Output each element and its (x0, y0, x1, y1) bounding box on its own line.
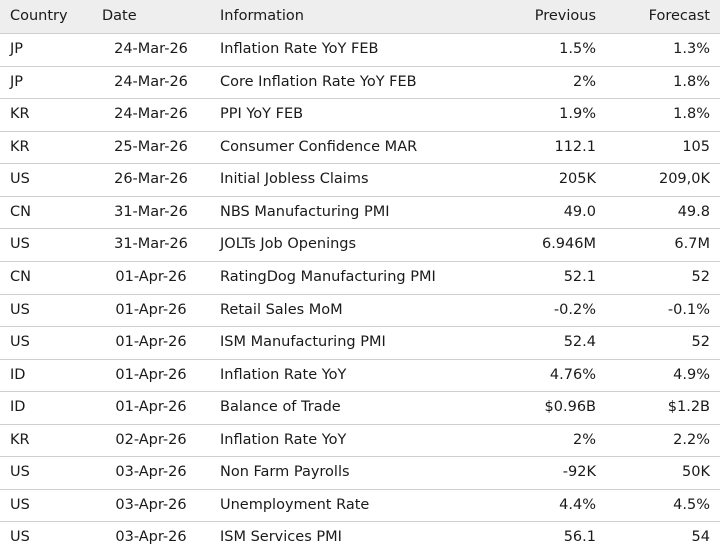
cell-country: JP (0, 66, 92, 99)
cell-information: ISM Services PMI (210, 522, 490, 554)
cell-country: ID (0, 359, 92, 392)
table-row[interactable] (0, 261, 720, 294)
cell-forecast: 105 (606, 131, 720, 164)
cell-date: 25-Mar-26 (92, 131, 210, 164)
cell-previous: 52.4 (490, 327, 606, 360)
cell-information: Initial Jobless Claims (210, 164, 490, 197)
cell-previous: -0.2% (490, 294, 606, 327)
cell-country: KR (0, 131, 92, 164)
cell-previous: 1.5% (490, 34, 606, 67)
cell-information: PPI YoY FEB (210, 99, 490, 132)
table-row[interactable] (0, 327, 720, 360)
column-header-country: Country (0, 0, 92, 34)
cell-information: NBS Manufacturing PMI (210, 196, 490, 229)
cell-date: 03-Apr-26 (92, 522, 210, 554)
cell-date: 26-Mar-26 (92, 164, 210, 197)
cell-information: Non Farm Payrolls (210, 457, 490, 490)
cell-forecast: 49.8 (606, 196, 720, 229)
table-row[interactable] (0, 164, 720, 197)
cell-date: 01-Apr-26 (92, 392, 210, 425)
cell-previous: 6.946M (490, 229, 606, 262)
cell-previous: -92K (490, 457, 606, 490)
table-row[interactable] (0, 34, 720, 67)
table-row[interactable] (0, 196, 720, 229)
cell-forecast: 2.2% (606, 424, 720, 457)
cell-date: 31-Mar-26 (92, 229, 210, 262)
cell-previous: $0.96B (490, 392, 606, 425)
cell-forecast: 4.5% (606, 489, 720, 522)
cell-information: JOLTs Job Openings (210, 229, 490, 262)
cell-date: 03-Apr-26 (92, 457, 210, 490)
cell-previous: 112.1 (490, 131, 606, 164)
cell-forecast: 52 (606, 261, 720, 294)
cell-date: 03-Apr-26 (92, 489, 210, 522)
cell-forecast: 1.8% (606, 66, 720, 99)
column-header-previous: Previous (490, 0, 606, 34)
cell-date: 01-Apr-26 (92, 359, 210, 392)
cell-information: ISM Manufacturing PMI (210, 327, 490, 360)
cell-date: 02-Apr-26 (92, 424, 210, 457)
cell-information: Retail Sales MoM (210, 294, 490, 327)
cell-date: 01-Apr-26 (92, 261, 210, 294)
cell-country: JP (0, 34, 92, 67)
table-row[interactable] (0, 489, 720, 522)
cell-country: US (0, 327, 92, 360)
table-row[interactable] (0, 229, 720, 262)
cell-information: Inflation Rate YoY (210, 424, 490, 457)
cell-forecast: 1.3% (606, 34, 720, 67)
cell-country: KR (0, 99, 92, 132)
cell-forecast: 52 (606, 327, 720, 360)
table-body (0, 34, 720, 554)
cell-forecast: 209,0K (606, 164, 720, 197)
cell-country: US (0, 489, 92, 522)
table-row[interactable] (0, 457, 720, 490)
cell-country: KR (0, 424, 92, 457)
table-row[interactable] (0, 392, 720, 425)
cell-country: US (0, 164, 92, 197)
cell-date: 01-Apr-26 (92, 294, 210, 327)
cell-forecast: $1.2B (606, 392, 720, 425)
cell-country: US (0, 522, 92, 554)
cell-previous: 2% (490, 424, 606, 457)
cell-previous: 2% (490, 66, 606, 99)
cell-date: 31-Mar-26 (92, 196, 210, 229)
table-row[interactable] (0, 294, 720, 327)
cell-previous: 4.4% (490, 489, 606, 522)
table-header-row (0, 0, 720, 34)
table-row[interactable] (0, 359, 720, 392)
column-header-date: Date (92, 0, 210, 34)
cell-date: 24-Mar-26 (92, 66, 210, 99)
cell-information: Inflation Rate YoY (210, 359, 490, 392)
cell-country: US (0, 229, 92, 262)
column-header-forecast: Forecast (606, 0, 720, 34)
cell-previous: 49.0 (490, 196, 606, 229)
table-header (0, 0, 720, 34)
cell-information: Unemployment Rate (210, 489, 490, 522)
table-row[interactable] (0, 99, 720, 132)
cell-previous: 4.76% (490, 359, 606, 392)
cell-previous: 56.1 (490, 522, 606, 554)
cell-date: 24-Mar-26 (92, 99, 210, 132)
table-row[interactable] (0, 66, 720, 99)
table-row[interactable] (0, 424, 720, 457)
cell-forecast: -0.1% (606, 294, 720, 327)
cell-information: Consumer Confidence MAR (210, 131, 490, 164)
cell-date: 01-Apr-26 (92, 327, 210, 360)
cell-country: US (0, 294, 92, 327)
cell-previous: 52.1 (490, 261, 606, 294)
cell-date: 24-Mar-26 (92, 34, 210, 67)
cell-information: Core Inflation Rate YoY FEB (210, 66, 490, 99)
cell-country: ID (0, 392, 92, 425)
cell-forecast: 50K (606, 457, 720, 490)
cell-country: CN (0, 261, 92, 294)
table-row[interactable] (0, 522, 720, 554)
column-header-information: Information (210, 0, 490, 34)
cell-previous: 205K (490, 164, 606, 197)
cell-information: Inflation Rate YoY FEB (210, 34, 490, 67)
cell-forecast: 6.7M (606, 229, 720, 262)
cell-country: US (0, 457, 92, 490)
cell-information: Balance of Trade (210, 392, 490, 425)
cell-forecast: 4.9% (606, 359, 720, 392)
table-row[interactable] (0, 131, 720, 164)
cell-forecast: 54 (606, 522, 720, 554)
cell-forecast: 1.8% (606, 99, 720, 132)
cell-previous: 1.9% (490, 99, 606, 132)
cell-information: RatingDog Manufacturing PMI (210, 261, 490, 294)
cell-country: CN (0, 196, 92, 229)
